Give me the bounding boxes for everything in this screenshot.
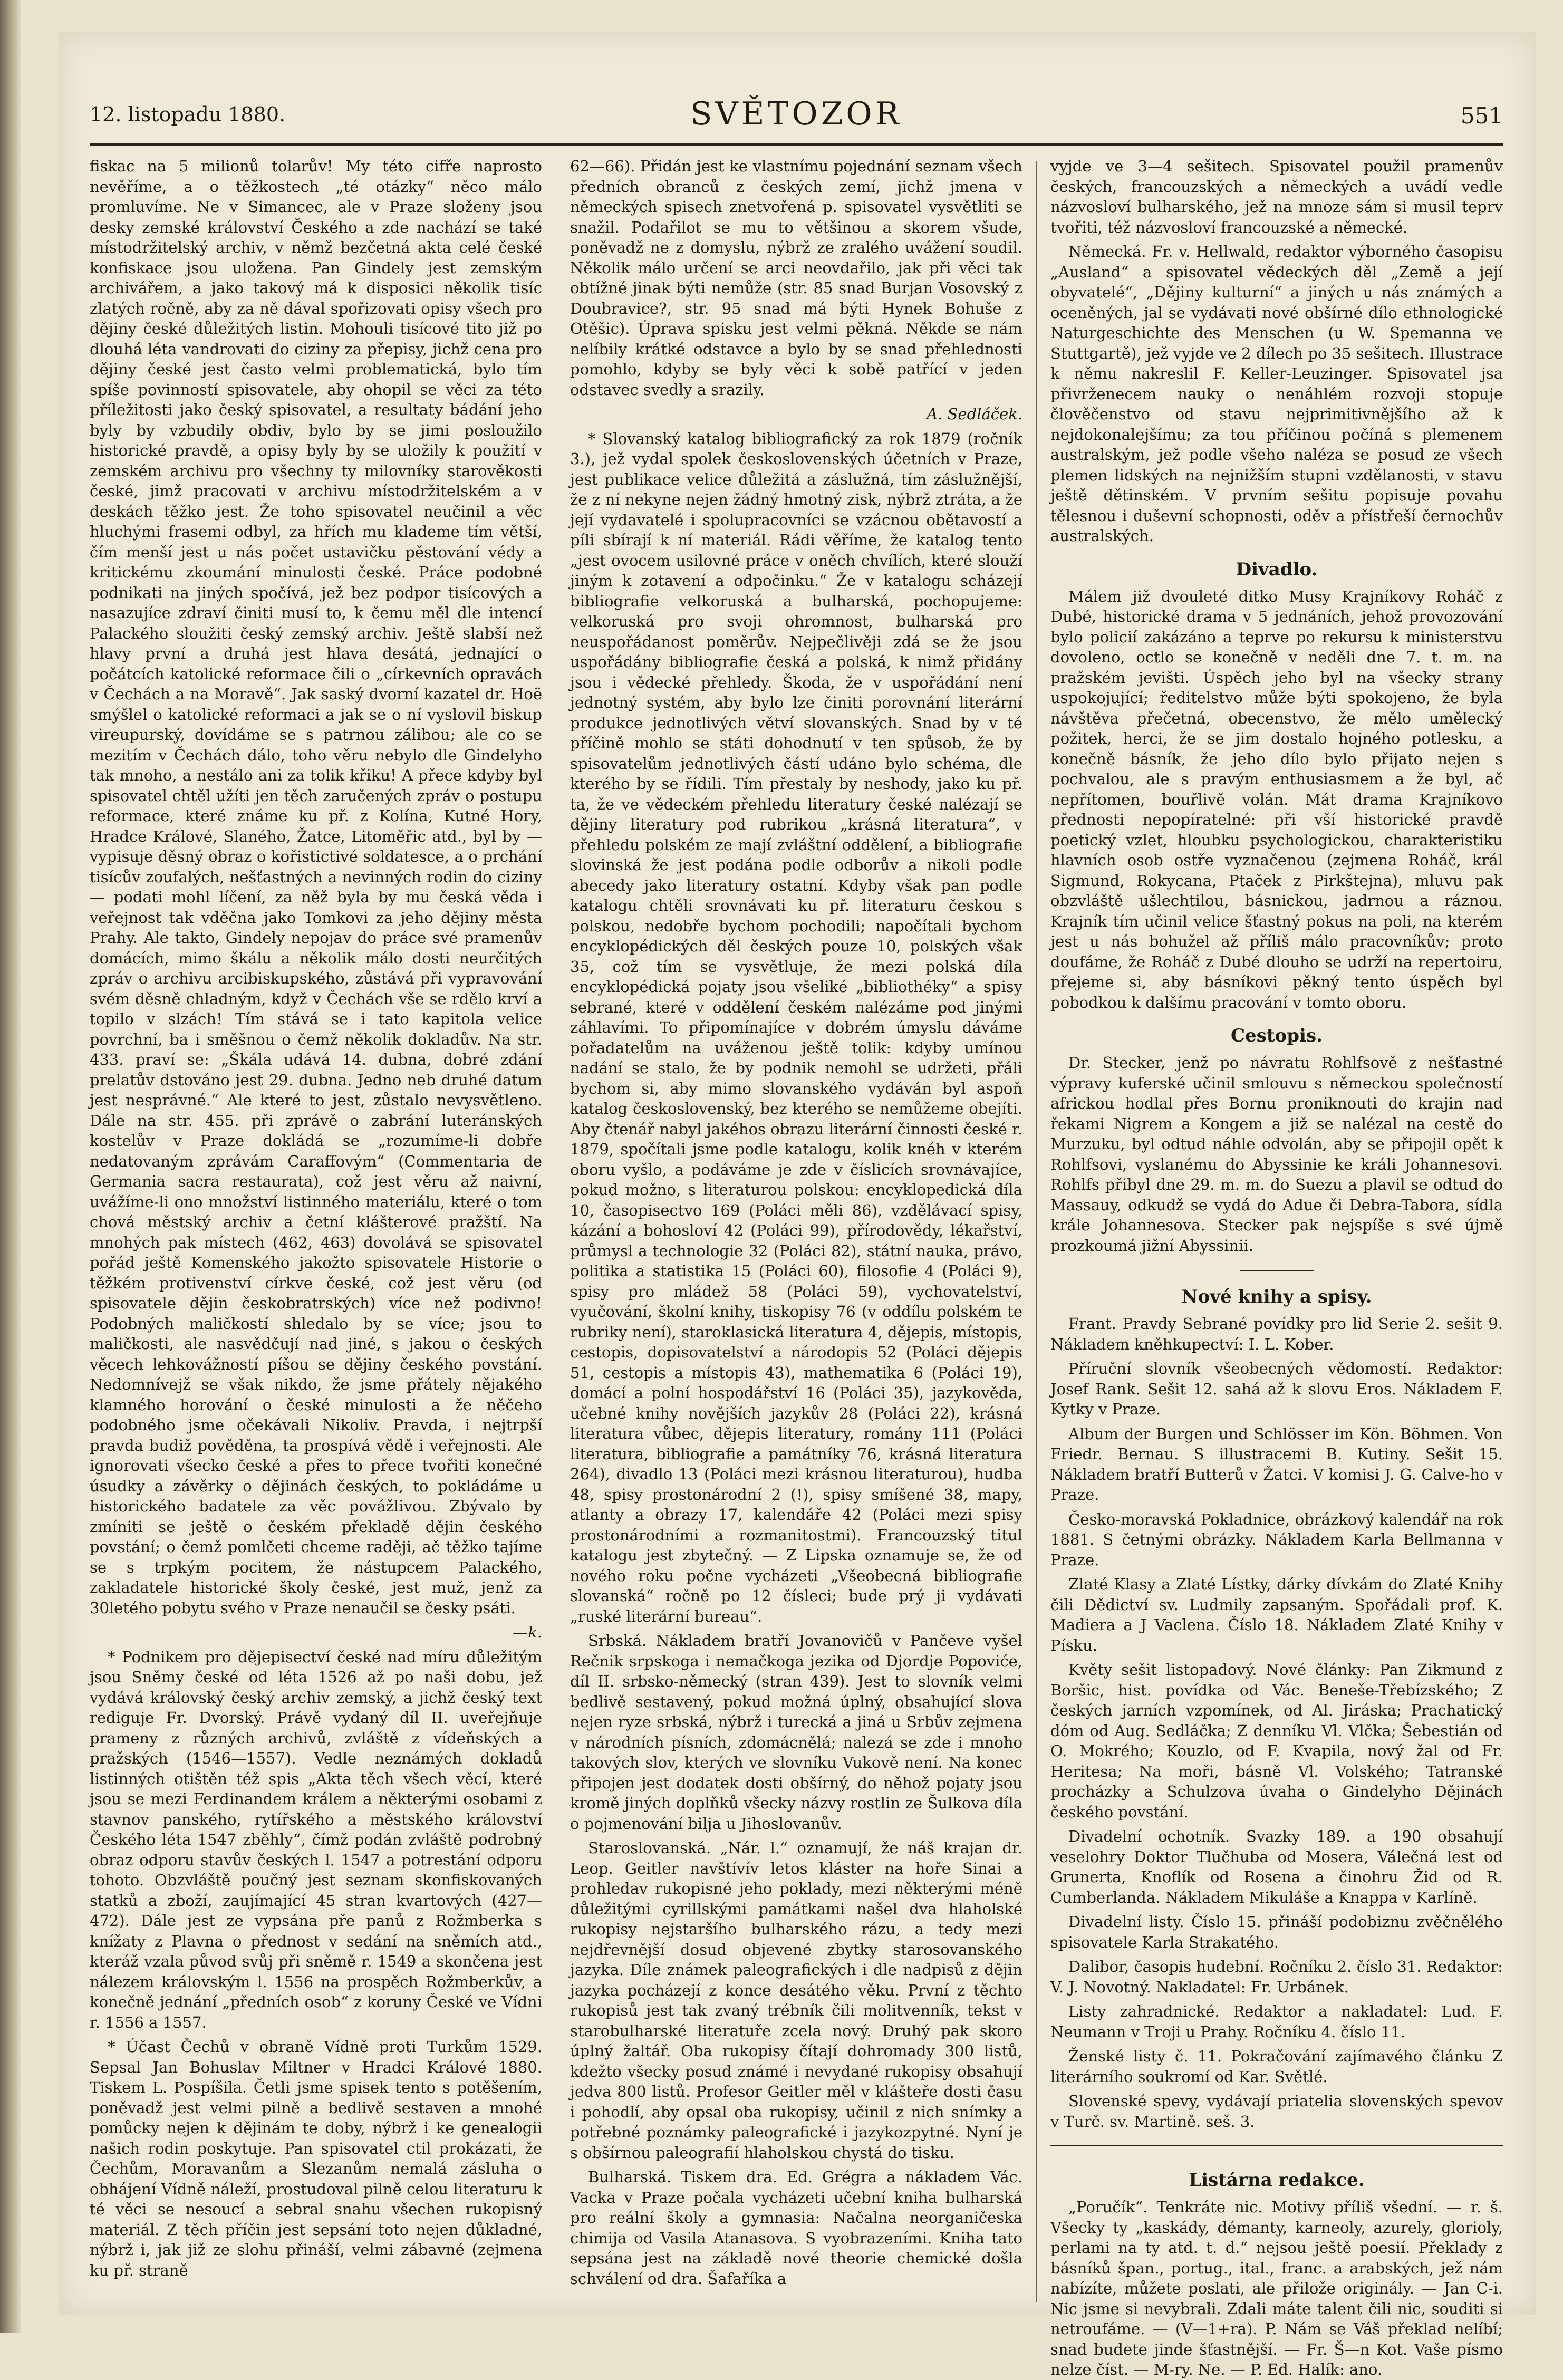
editorial-replies: „Poručík“. Tenkráte nic. Motivy příliš všední. — r. š. Všecky ty „kaskády, démanty, karneoly, azurely, glorioly, perlami na ty atd. t. d.“ nejsou ještě poesií. Překlady z básníků špan., portug., ital., franc. a arabských, jež nám nabízíte, můžete poslati, ale přilože originály. — Jan C-i. Nic jsme si nevybrali. Zdali máte talent čili nic, souditi si netroufáme. — (V—1+ra). P. Nám se Váš překlad nelíbí; snad budete jinde šťastnější. — Fr. Š—n Kot. Vaše písmo nelze číst. — M-ry. Ne. — P. Ed. Halík: ano. bbox=[1050, 2198, 1503, 2378]
section-heading-divadlo: Divadlo. bbox=[1236, 558, 1318, 580]
notice-paragraph: Staroslovanská. „Nár. l.“ oznamují, že náš krajan dr. Leop. Geitler navštívív letos kláster na hoře Sinai a prohledav rukopisné jeho poklady, mezi některými méně důležitými cyrillskými památkami našel dva hlaholské rukopisy nejstaršího bulharského rázu, a tedy mezi nejdřevnější dosud objevené zbytky starosovanského jazyka. Díle známek paleografických i dle nadpisů z dějin jazyka pocházejí z konce desátého věku. První z těchto rukopisů jest tak zvaný trébník čili molitvenník, tekst v starobulharské literatuře zcela nový. Druhý pak skoro úplný žaltář. Oba rukopisy čítají dohromady 300 listů, kdežto všecky posud známé i nevydané rukopisy obsahují jedva 800 listů. Profesor Geitler měl v klášteře dosti času i pohodlí, aby opsal oba rukopisy, učinil z nich snímky a potřebné poznámky paleografické i jazykozpytné. Nyní je s obšírnou paleografií hlaholskou chystá do tisku. bbox=[570, 1839, 1022, 2162]
book-entry: Dalibor, časopis hudební. Ročníku 2. číslo 31. Redaktor: V. J. Novotný. Nakladatel: Fr. Urbánek. bbox=[1050, 1958, 1503, 1996]
book-entry: Album der Burgen und Schlösser im Kön. Böhmen. Von Friedr. Bernau. S illustracemi B. Kutiny. Sešit 15. Nákladem bratří Butterů v Žatci. V komisi J. G. Calve-ho v Praze. bbox=[1050, 1424, 1503, 1504]
section-divider bbox=[1240, 1270, 1314, 1271]
book-entry: Česko-moravská Pokladnice, obrázkový kalendář na rok 1881. S četnými obrázky. Nákladem Karla Bellmanna v Praze. bbox=[1050, 1510, 1503, 1569]
section-heading-nove-knihy: Nové knihy a spisy. bbox=[1181, 1286, 1372, 1307]
issue-date: 12. listopadu 1880. bbox=[90, 103, 286, 126]
book-entry: Květy sešit listopadový. Nové články: Pan Zikmund z Boršic, hist. povídka od Vác. Beneše-Třebízského; Z českých jarních vzpomínek, od Al. Jiráska; Prachatický dóm od Aug. Sedláčka; Z denníku Vl. Vlčka; Šebestián od O. Mokrého; Kouzlo, od F. Kvapila, nový žal od Fr. Heritesa; Na moři, básně Vl. Volského; Tatranské procházky a Schulzova úvaha o Gindelyho Dějinách českého povstání. bbox=[1050, 1661, 1503, 1821]
column-1 bbox=[90, 156, 542, 2308]
listarna-section bbox=[1050, 2145, 1503, 2380]
section-heading-cestopis: Cestopis. bbox=[1231, 1025, 1323, 1046]
header-rule bbox=[90, 143, 1503, 146]
notice-paragraph: Německá. Fr. v. Hellwald, redaktor výborného časopisu „Ausland“ a spisovatel vědeckých děl „Země a její obyvatelé“, „Dějiny kulturní“ a jiných u nás známých a oceněných, jal se vydávati nové obšírné dílo ethnologické Naturgeschichte des Menschen (u W. Spemanna ve Stuttgartě), jež vyjde ve 2 dílech po 35 sešitech. Illustrace k němu nakreslil F. Keller-Leuzinger. Spisovatel jsa přivrženecem nauky o nenáhlém rozvoji stopuje člověčenstvo od stavu nejprimitivnějšího až k nejdokonalejšímu; za tou příčinou počíná s plemenem australským, jež podle všeho naléza se posud ze všech plemen lidských na nejnižším stupni vzdělanosti, v stavu ještě dětinském. V prvním sešitu popisuje povahu tělesnou i duševní schopnosti, oděv a přístřeší černochův australských. bbox=[1050, 243, 1503, 545]
review-signature: A. Sedláček. bbox=[927, 405, 1022, 423]
book-entry: Příruční slovník všeobecných vědomostí. Redaktor: Josef Rank. Sešit 12. sahá až k slovu Eros. Nákladem F. Kytky v Praze. bbox=[1050, 1360, 1503, 1418]
column-2 bbox=[570, 156, 1022, 2308]
notice-paragraph: * Podnikem pro dějepisectví české nad míru důležitým jsou Sněmy české od léta 1526 až po naši dobu, jež vydává královský český archiv zemský, a jichž český text rediguje Fr. Dvorský. Právě vydaný díl II. uveřejňuje prameny z různých archivů, zvláště z vídeňských a pražských (1546—1557). Vedle neznámých dokladů listinných otištěn též spis „Akta těch všech věcí, které jsou se mezi Ferdinandem králem a některými osobami z stavnov panského, rytířského a městského království Českého léta 1547 zběhly“, čímž podán zvláště podrobný obraz odporu stavův českých l. 1547 a potrestání odporu tohoto. Obzvláště poučný jest seznam skonfiskovaných statků a zboží, zaujímající 45 stran kvartových (427—472). Dále jest ze vypsána pře panů z Rožmberka s knížaty z Plavna o přednost v sedání na sněmích atd., kteráž vzala původ svůj při sněmě r. 1549 a skončena jest nálezem královským l. 1556 na prospěch Rožmberkův, a konečně jednání „předních osob“ z koruny České ve Vídni r. 1556 a 1557. bbox=[90, 1647, 542, 2031]
page-number: 551 bbox=[1460, 103, 1503, 129]
book-entry: Divadelní ochotník. Svazky 189. a 190 obsahují veselohry Doktor Tlučhuba od Mosera, Válečná lest od Grunerta, Knoflík od Rosena a činohru Žid od R. Cumberlanda. Nákladem Mikuláše a Knappa v Karlíně. bbox=[1050, 1827, 1503, 1906]
column-divider bbox=[1036, 161, 1037, 2302]
review-signature: —k. bbox=[513, 1623, 542, 1641]
book-entry: Zlaté Klasy a Zlaté Lístky, dárky dívkám do Zlaté Knihy čili Dědictví sv. Ludmily zapsaným. Spořádali prof. K. Madiera a J Vaclena. Číslo 18. Nákladem Zlaté Knihy v Písku. bbox=[1050, 1575, 1503, 1654]
book-entry: Slovenské spevy, vydávají priatelia slovenských spevov v Turč. sv. Martině. seš. 3. bbox=[1050, 2092, 1503, 2131]
review-paragraph: fiskac na 5 milionů tolarův! My této cifře naprosto nevěříme, a o těžkostech „té otázky“ něco málo promluvíme. Ne v Simancec, ale v Praze složeny jsou desky zemské království Českého a zde nachází se také místodržitelský archiv, v němž bezčetná akta celé české konfiskace jsou uložena. Pan Gindely jest zemským archivářem, a jako takový má k disposici několik tisíc zlatých ročně, aby za ně dával spořizovati opisy všech pro dějiny české důležitých listin. Mohouli tisícové tito již po dlouhá léta vandrovati do ciziny za přepisy, jichž cena pro dějiny české jest často velmi problematická, bylo tím spíše povinností spisovatele, aby ohopil se věci za této příležitosti jako český spisovatel, a resultaty bádání jeho byly by vzbudily obdiv, bylo by se jimi posloužilo historické pravdě, a opisy byly by se uložily k použití v zemském archivu pro všechny ty milovníky starověkosti české, jimž pracovati v archivu místodržitelském a v deskách těžko jest. Že toho spisovatel neučinil a věc hluchými frasemi odbyl, za hřích mu klademe tím větší, čím menší jest u nás počet ustavičku pěstování védy a kritickému zkoumání minulosti české. Práce podobné podnikati na jiných spočívá, jež bez podpor tisícových a nasazujíce zdraví činiti musí to, k čemu měl dle intencí Palackého sloužiti český zemský archiv. Ještě slabší než hlavy první a druhá jest hlava desátá, jednající o počátcích katolické reformace čili o „církevních opravách v Čechách a na Moravě“. Jak saský dvorní kazatel dr. Hoë smýšlel o katolické reformaci a jak se o ní vyslovil biskup vireupurský, dovídáme se s patrnou zálibou; ale co se mezitím v Čechách dálo, toho věru nebylo dle Gindelyho tak mnoho, a nestálo ani za tolik křiku! A přece kdyby byl spisovatel chtěl užíti jen těch zaručených zpráv o postupu reformace, které známe ku př. z Kolína, Kutné Hory, Hradce Králové, Slaného, Žatce, Litoměřic atd., byl by — vypisuje děsný obraz o kořistictivé soldatesce, a o prchání tisícův zoufalých, nešťastných a nevinných rodin do ciziny — podati mohl líčení, za něž byla by mu česká věda i veřejnost tak vděčna jako Tomkovi za jeho dějiny města Prahy. Ale takto, Gindely nepojav do práce své pramenův domácích, mimo škálu a několik málo dosti neurčitých zpráv o archivu arcibiskupského, zůstává při vypravování svém děsně chladným, když v Čechách vše se rdělo krví a topilo v slzách! Tím stává se i tato kapitola velice povrchní, ba i směšnou o čemž několik dokladův. Na str. 433. praví se: „Škála udává 14. dubna, dobré zdání prelatův dstováno jest 29. dubna. Jedno neb druhé datum jest nesprávné.“ Ale které to jest, zůstalo nevysvětleno. Dále na str. 455. při zprávě o zabrání luteránských kostelův v Praze dokládá se „rozumíme-li dobře nedatovaným zprávám Caraffovým“ (Commentaria de Germania sacra restaurata), což jest věru až naivní, uvážíme-li ono množství listinného materiálu, které o tom chová městský archiv a četní klášterové pražští. Na mnohých pak místech (462, 463) dovolává se spisovatel pořád ještě Komenského jakožto spisovatele Historie o těžkém protivenství církve české, což jest věru (od spisovatele dějin českobratrských) více než podivno! Podobných maličkostí shledalo by se více; jsou to maličkosti, ale nasvědčují nad jiné, s jakou o českých věcech lehkovážností píšou se dějiny českého povstání. Nedomnívejž se však nikdo, že jsme přátely nějakého klamného horování o české minulosti a že něčeho podobného jsme očekávali Nikoliv. Pravda, i nejtrpší pravda budiž pověděna, ta prospívá vědě i veřejnosti. Ale ignorovati všecko české a přes to přece tvořiti konečné úsudky a závěrky o dějinách českých, to pokládáme u historického badatele za věc povážlivou. Zbývalo by zmíniti se ještě o českém překladě dějin českého povstání; o čemž pomlčeti chceme raději, ač těžko tajíme se s trpkým pocitem, že nástupcem Palackého, zakladatele historické školy české, jest muž, jenž za 30letého pobytu svého v Praze nenaučil se česky psáti. bbox=[90, 157, 542, 1617]
section-heading-listarna: Listárna redakce. bbox=[1189, 2170, 1365, 2191]
masthead-title: SVĚTOZOR bbox=[690, 95, 902, 132]
notice-paragraph: * Slovanský katalog bibliografický za rok 1879 (ročník 3.), jež vydal spolek československých účetních v Praze, jest publikace velice důležitá a záslužná, tím záslužnější, že z ní nekyne nejen žádný hmotný zisk, nýbrž ztráta, a že její vydavatelé i spolupracovníci se vzácnou obětavostí a píli sbírají k ní materiál. Rádi věříme, že katalog tento „jest ovocem usilovné práce v oněch chvílích, které slouží jiným k zotavení a odpočinku.“ Že v katalogu scházejí bibliografie velkoruská a bulharská, pochopujeme: velkoruská pro svoji ohromnost, bulharská pro neuspořádanost poměrův. Nejpečlivěji zdá se že jsou uspořádány bibliografie česká a polská, k nimž přidány jsou i vědecké přehledy. Škoda, že v uspořádání není jednotný systém, aby bylo lze činiti porovnání literární produkce jednotlivých větví slovanských. Snad by v té příčině mohlo se státi dohodnutí v ten spůsob, že by spisovatelům jednotlivých částí udáno bylo schéma, dle kterého by se řídili. Tím přestaly by neshody, jako ku př. ta, že ve vědeckém přehledu literatury české nalézají se dějiny literatury pod rubrikou „krásná literatura“, v přehledu polském ze mají zvláštní oddělení, a bibliografie slovinská že jest podána podle odborův a nikoli podle abecedy jako literatury ostatní. Kdyby však pan podle katalogu chtěli srovnávati ku př. literaturu českou s polskou, nedobře bychom pochodili; napočítali bychom encyklopédických děl českých pouze 10, polských však 35, což tím se vysvětluje, že mezi polská díla encyklopédická pojaty jsou všeliké „bibliothéky“ a spisy sebrané, které v oddělení českém nalézáme pod jinými záhlavími. To připomínajíce v dobrém úmyslu dáváme pořadatelům na uváženou ještě tolik: kdyby umínou nadání se stalo, že by podnik nemohl se udržeti, přáli bychom si, aby mimo slovanského vydáván byl aspoň katalog československý, bez kterého se nemůžeme obejíti. Aby čtenář nabyl jakéhos obrazu literární činnosti české r. 1879, spočítali jsme podle katalogu, kolik knéh v kterém oboru vyšlo, a podáváme je zde v číslicích srovnávajíce, pokud možno, s literaturou polskou: encyklopedická díla 10, časopisectvo 169 (Poláci měli 86), vzdělávací spisy, kázání a bohosloví 42 (Poláci 99), přírodovědy, lékařství, průmysl a technologie 32 (Poláci 82), státní nauka, právo, politika a statistika 15 (Poláci 60), filosofie 4 (Poláci 9), spisy pro mládež 58 (Poláci 59), vychovatelství, vyučování, školní knihy, tiskopisy 76 (v oddílu polském te rubriky není), staroklasická literatura 4, dějepis, místopis, cestopis, dopisovatelství a národopis 52 (Poláci dějepis 51, cestopis a místopis 43), mathematika 6 (Poláci 19), domácí a polní hospodářství 16 (Poláci 35), jazykověda, učebné knihy novějších jazykův 28 (Poláci 22), krásná literatura vůbec, dějepis literatury, romány 111 (Poláci literatura, bibliografie a památníky 76, krásná literatura 264), divadlo 13 (Poláci mezi krásnou literaturou), hudba 48, spisy prostonárodní 2 (!), spisy smíšené 38, mapy, atlanty a obrazy 17, kalendáře 42 (Poláci mezi spisy prostonárodními a rozmanitostmi). Francouzský titul katalogu jest zbytečný. — Z Lipska oznamuje se, že od nového roku počne vycházeti „Všeobecná bibliografie slovanská“ ročně po 12 čísleci; bude prý ji vydávati „ruské literární bureau“. bbox=[570, 429, 1022, 1625]
page-edge-shadow bbox=[0, 0, 21, 2333]
notice-paragraph: vyjde ve 3—4 sešitech. Spisovatel použil pramenův českých, francouzských a německých a uvádí vedle názvosloví bulharského, jež na mnoze sám si musil teprv tvořiti, též názvosloví francouzské a německé. bbox=[1050, 157, 1503, 236]
book-entry: Divadelní listy. Číslo 15. přináší podobiznu zvěčnělého spisovatele Karla Strakatého. bbox=[1050, 1913, 1503, 1951]
theatre-paragraph: Málem již dvouleté ditko Musy Krajníkovy Roháč z Dubé, historické drama v 5 jednáních, jehož provozování bylo policií zakázáno a teprve po rekursu k ministerstvu dovoleno, octlo se konečně v neděli dne 7. t. m. na pražském jevišti. Úspěch jeho byl na všecky strany uspokojující; ředitelstvo může býti spokojeno, že byla návštěva přečetná, obecenstvo, že mělo umělecký požitek, herci, že se jim dostalo hojného potlesku, a konečně básník, že jeho dílo bylo přijato nejen s pochvalou, ale s pravým enthusiasmem a že byl, ač nepřítomen, bouřlivě volán. Mát drama Krajníkovo přednosti nepopíratelné: při vší historické pravdě poetický vzlet, hloubku psychologickou, charakteristiku hlavních osob ostře vyznačenou (zejmena Roháč, král Sigmund, Rokycana, Ptaček z Pirkštejna), mluvu pak obzvláště ušlechtilou, básnickou, jadrnou a ráznou. Krajník tím učinil velice šťastný pokus na poli, na kterém jest u nás bohužel až příliš málo pracovníkův; proto doufáme, že Roháč z Dubé dlouho se udrží na repertoiru, přejeme si, aby básníkovi pěkný tento úspěch byl pobodkou k dalšímu pracování v tomto oboru. bbox=[1050, 587, 1503, 1011]
book-entry: Frant. Pravdy Sebrané povídky pro lid Serie 2. sešit 9. Nákladem kněhkupectví: I. L. Kober. bbox=[1050, 1315, 1503, 1353]
page-header bbox=[90, 95, 1503, 140]
notice-paragraph: * Účast Čechů v obraně Vídně proti Turkům 1529. Sepsal Jan Bohuslav Miltner v Hradci Králové 1880. Tiskem L. Pospíšila. Četli jsme spisek tento s potěšením, poněvadž jest velmi pilně a bedlivě sestaven a mnohé pomůcky nejen k dějinám te doby, nýbrž i ke genealogii našich rodin poskytuje. Pan spisovatel ctil prokázati, že Čechům, Moravanům a Slezanům nemalá zásluha o obhájení Vídně náleží, prostudoval pilně celou literaturu k té věci se nesoucí a sebral snahu všechen rukopisný materiál. Z těch příčin jest sepsání toto nejen důkladné, nýbrž i, jak již ze slohu přináší, velmi zábavné (zejmena ku př. straně bbox=[90, 2038, 542, 2279]
book-entry: Ženské listy č. 11. Pokračování zajímavého článku Z literárního soukromí od Kar. Světlé. bbox=[1050, 2047, 1503, 2086]
text-columns bbox=[90, 156, 1503, 2378]
notice-paragraph: Srbská. Nákladem bratří Jovanovičů v Pančeve vyšel Rečnik srpskoga i nemačkoga jezika od Djordje Popoviće, díl II. srbsko-německý (stran 439). Jest to slovník velmi bedlivě sestavený, pokud možná úplný, obsahující slova nejen ryze srbská, nýbrž i turecká a jiná u Srbův zejmena v národních písních, zdomácnělá; nalezá se zde i mnoho takových slov, kterých ve slovníku Vukově není. Na konec připojen jest dodatek dosti obšírný, do něhož pojaty jsou kromě jiných doplňků všecky názvy rostlin ze Šulkova díla o pojmenování bilja u Jihoslovanův. bbox=[570, 1632, 1022, 1833]
column-3 bbox=[1050, 156, 1503, 2378]
travel-paragraph: Dr. Stecker, jenž po návratu Rohlfsově z nešťastné výpravy kuferské učinil smlouvu s německou společností africkou hodlal přes Bornu proniknouti do krajin nad řekami Nigrem a Kongem a již se nalézal na cestě do Murzuku, byl odtud náhle odvolán, aby se připojil opět k Rohlfsovi, vyslanému do Abyssinie ke králi Johannesovi. Rohlfs přibyl dne 29. m. m. do Suezu a plavil se odtud do Massauy, odkudž se vydá do Adue či Debra-Tabora, sídla krále Johannesova. Stecker pak nejspíše s své újmě prozkoumá jižní Abyssinii. bbox=[1050, 1054, 1503, 1255]
notice-paragraph: Bulharská. Tiskem dra. Ed. Grégra a nákladem Vác. Vacka v Praze počala vycházeti učební kniha bulharská pro reální školy a gymnasia: Načalna neorganičeska chimija od Vasila Atanasova. S vyobrazeními. Kniha tato sepsána jest na základě nové theorie chemické došla schválení od dra. Šafaříka a bbox=[570, 2168, 1022, 2288]
book-entry: Listy zahradnické. Redaktor a nakladatel: Lud. F. Neumann v Troji u Prahy. Ročníku 4. číslo 11. bbox=[1050, 2002, 1503, 2041]
review-paragraph: 62—66). Přidán jest ke vlastnímu pojednání seznam všech předních obranců z českých zemí, jichž jmena v německých spisech znetvořená p. spisovatel vysvětliti se snažil. Podařilot se mu to většinou a skorem všude, poněvadž ne z domyslu, nýbrž ze zralého uvážení soudil. Několik málo určení se arci neovdařilo, jak při věci tak obtížné jinak býti nemůže (str. 85 snad Burjan Vosovský z Doubravice?, str. 95 snad má býti Hynek Bohuše z Otěšic). Úprava spisku jest velmi pěkná. Někde se nám nelíbily krátké odstavce a bylo by se snad přehlednosti pomohlo, kdyby se byly věci k sobě patřící v jeden odstavec svedly a srazily. bbox=[570, 157, 1022, 399]
